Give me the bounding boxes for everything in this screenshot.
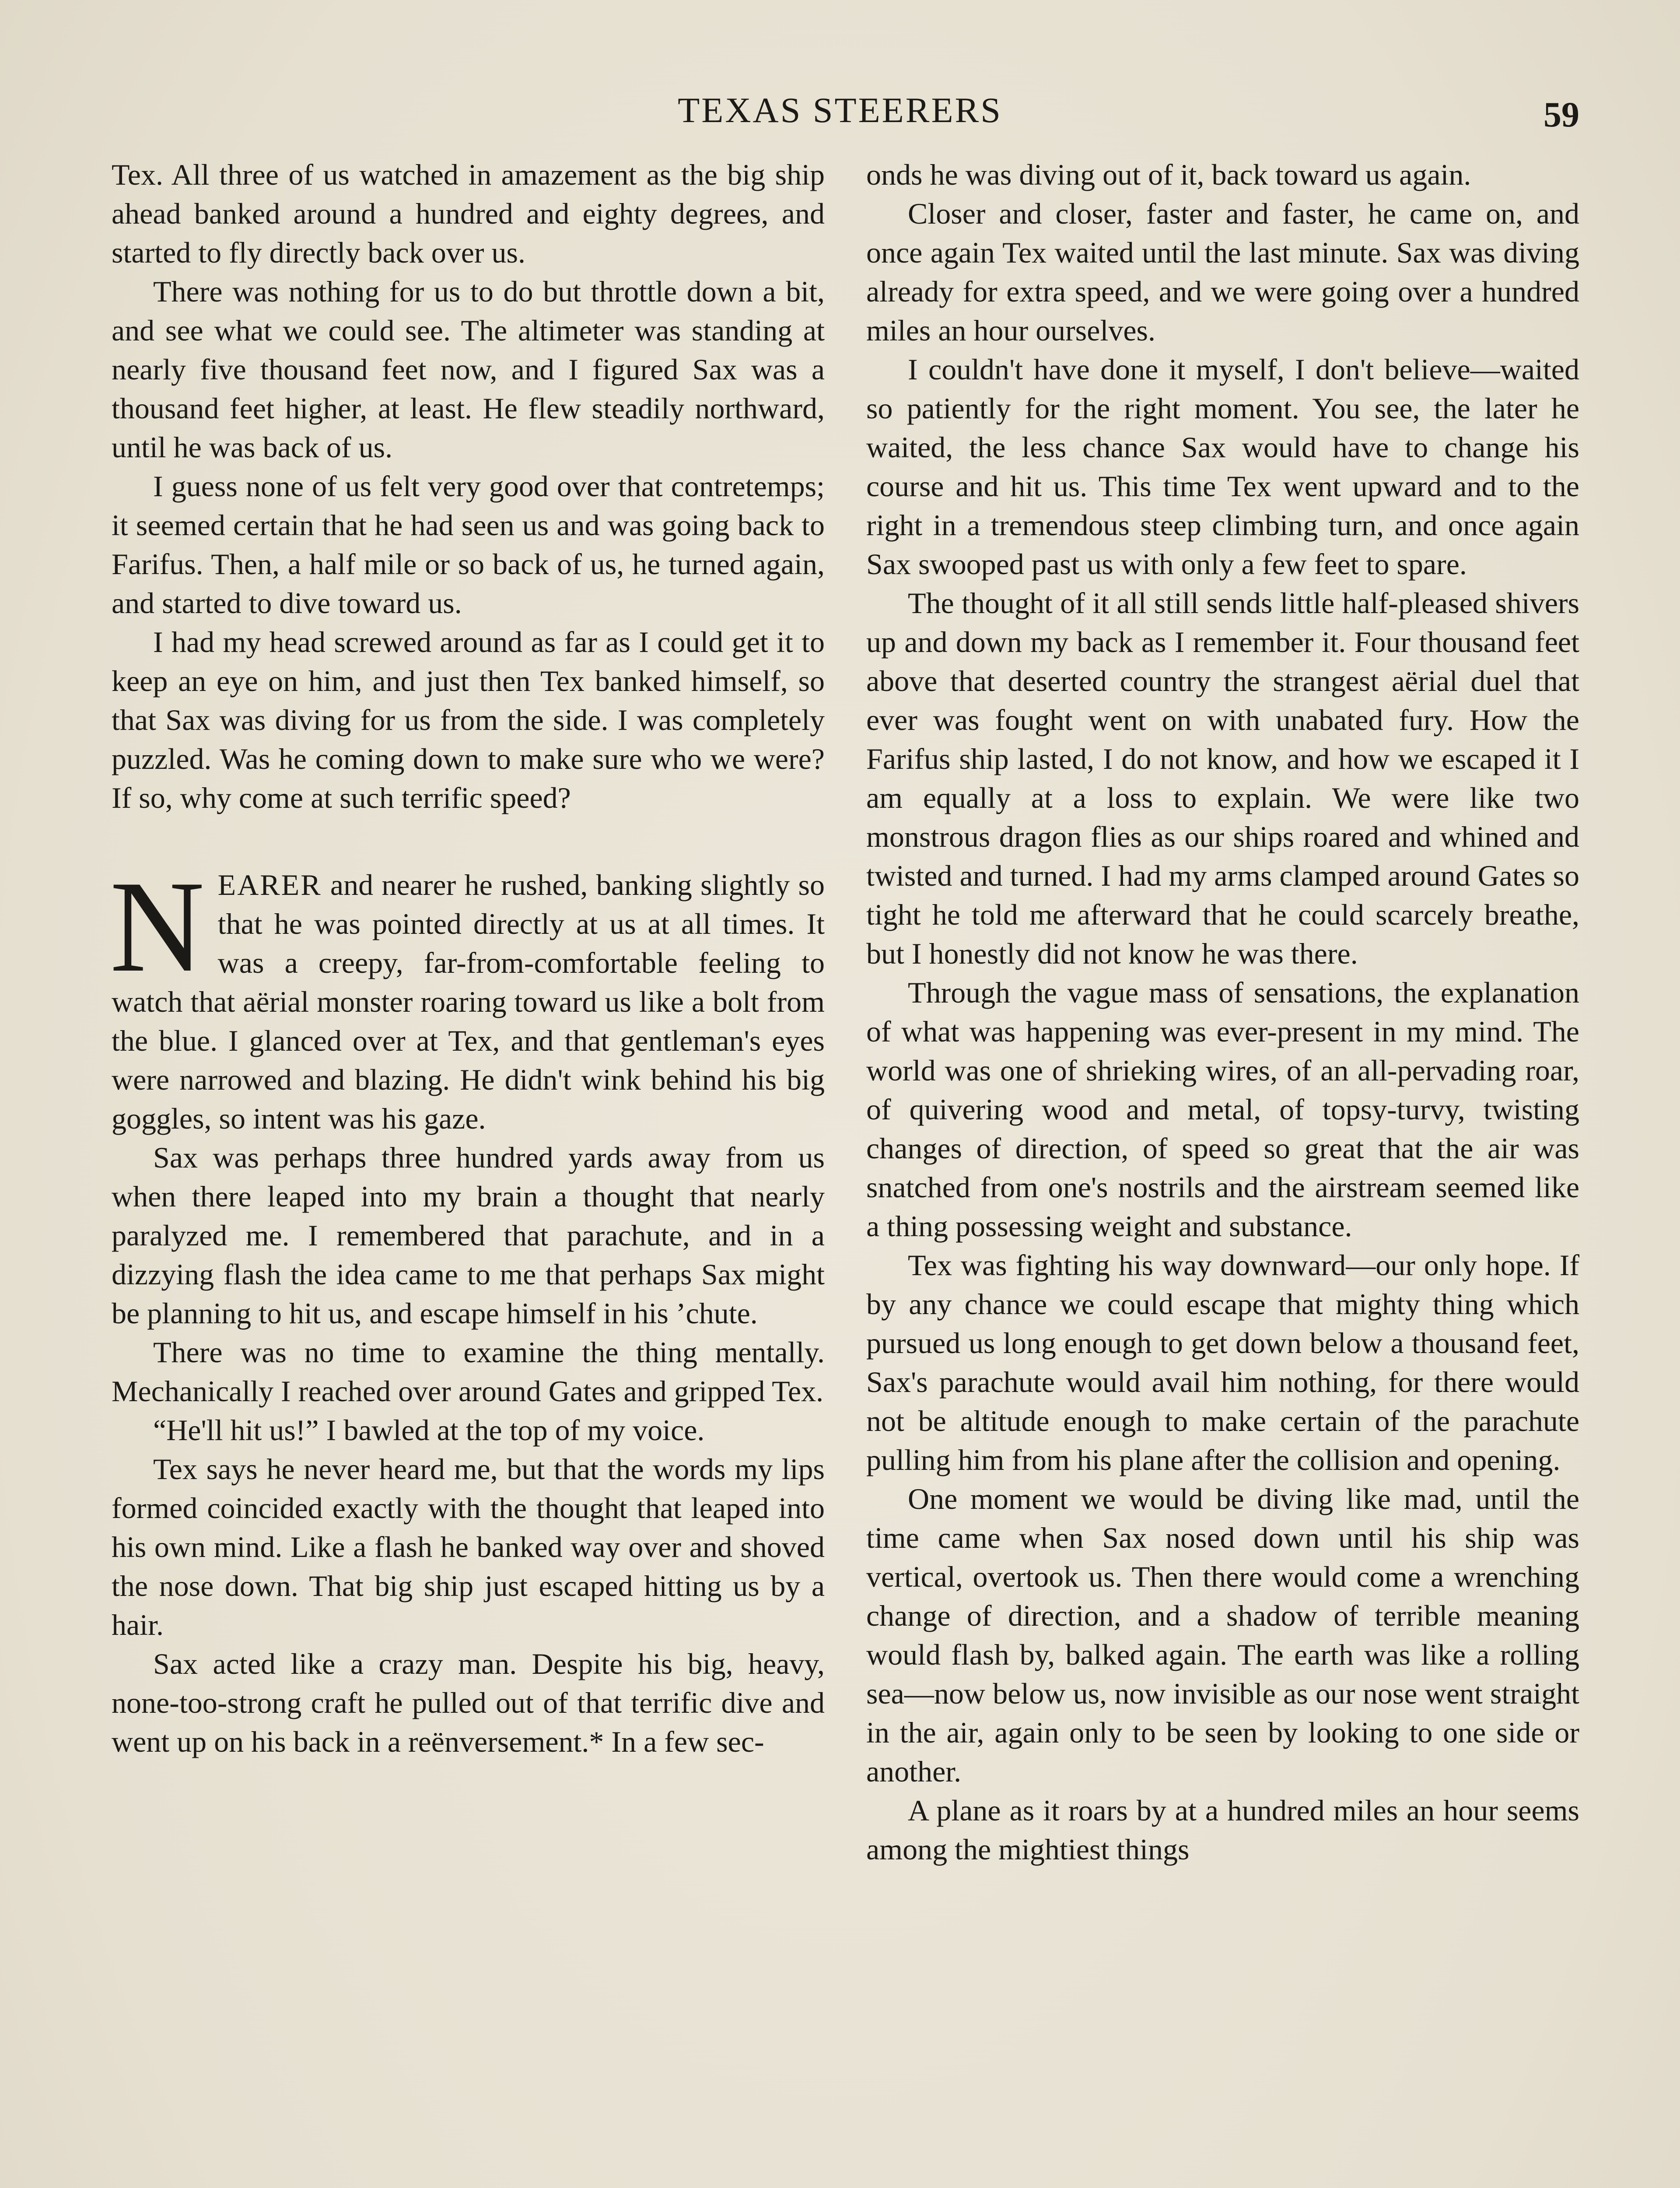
paragraph: Tex was fighting his way downward—our only hope. If by any chance we could escape that mighty thing which pursued us long enough to get down below a thousand feet, Sax's parachute would avail him nothing, for there would not be altitude enough to make certain of the parachute pulling him from his plane after the collision and opening. xyxy=(866,1248,1579,1476)
paragraph: Closer and closer, faster and faster, he came on, and once again Tex waited until the last minute. Sax was diving already for extra speed, and we were going over a hundred miles an hour ourselves. xyxy=(866,197,1579,347)
paragraph: “He'll hit us!” I bawled at the top of my voice. xyxy=(153,1413,705,1447)
paragraph: Tex. All three of us watched in amazement as the big ship ahead banked around a hundred and eighty degrees, and started to fly directly back over us. xyxy=(112,158,825,269)
paragraph: Through the vague mass of sensations, the explanation of what was happening was ever-present in my mind. The world was one of shrieking wires, of an all-pervading roar, of quivering wood and metal, of topsy-turvy, twisting changes of direction, of speed so great that the air was snatched from one's nostrils and the airstream seemed like a thing possessing weight and substance. xyxy=(866,976,1579,1243)
left-column xyxy=(112,155,825,1761)
drop-cap: N xyxy=(110,854,205,999)
paragraph: Sax acted like a crazy man. Despite his big, heavy, none-too-strong craft he pulled out of that terrific dive and went up on his back in a reënversement.* In a few sec- xyxy=(112,1647,825,1758)
paragraph: onds he was diving out of it, back toward us again. xyxy=(866,158,1471,191)
paragraph-text: and nearer he rushed, banking slightly so that he was pointed directly at us at all times. It was a creepy, far-from-comfortable feeling to watch that aërial monster roaring toward us like a bolt from the blue. I glanced over at Tex, and that gentleman's eyes were narrowed and blazing. He didn't wink behind his big goggles, so intent was his gaze. xyxy=(112,868,825,1135)
paragraph: The thought of it all still sends little half-pleased shivers up and down my back as I remember it. Four thousand feet above that deserted country the strangest aërial duel that ever was fought went on with unabated fury. How the Farifus ship lasted, I do not know, and how we escaped it I am equally at a loss to explain. We were like two monstrous dragon flies as our ships roared and whined and twisted and turned. I had my arms clamped around Gates so tight he told me afterward that he could scarcely breathe, but I honestly did not know he was there. xyxy=(866,586,1579,970)
page-number: 59 xyxy=(1544,95,1579,134)
paragraph: I had my head screwed around as far as I could get it to keep an eye on him, and just then Tex banked himself, so that Sax was diving for us from the side. I was completely puzzled. Was he coming down to make sure who we were? If so, why come at such terrific speed? xyxy=(112,625,825,814)
page-header xyxy=(0,90,1680,142)
section-break xyxy=(112,817,825,866)
paragraph: A plane as it roars by at a hundred miles an hour seems among the mightiest things xyxy=(866,1794,1579,1866)
paragraph: Sax was perhaps three hundred yards away from us when there leaped into my brain a thought that nearly paralyzed me. I remembered that parachute, and in a dizzying flash the idea came to me that perhaps Sax might be planning to hit us, and escape himself in his ’chute. xyxy=(112,1141,825,1330)
right-column xyxy=(866,155,1579,1869)
running-title: TEXAS STEERERS xyxy=(678,90,1002,130)
paragraph: There was nothing for us to do but throttle down a bit, and see what we could see. The altimeter was standing at nearly five thousand feet now, and I figured Sax was a thousand feet higher, at least. He flew steadily northward, until he was back of us. xyxy=(112,275,825,464)
paragraph: There was no time to examine the thing mentally. Mechanically I reached over around Gates and gripped Tex. xyxy=(112,1336,825,1408)
paragraph: I guess none of us felt very good over that contretemps; it seemed certain that he had seen us and was going back to Farifus. Then, a half mile or so back of us, he turned again, and started to dive toward us. xyxy=(112,470,825,620)
paragraph: I couldn't have done it myself, I don't believe—waited so patiently for the right moment. You see, the later he waited, the less chance Sax would have to change his course and hit us. This time Tex went upward and to the right in a tremendous steep climbing turn, and once again Sax swooped past us with only a few feet to spare. xyxy=(866,353,1579,581)
paragraph: One moment we would be diving like mad, until the time came when Sax nosed down until his ship was vertical, overtook us. Then there would come a wrenching change of direction, and a shadow of terrible meaning would flash by, balked again. The earth was like a rolling sea—now below us, now invisible as our nose went straight in the air, again only to be seen by looking to one side or another. xyxy=(866,1482,1579,1788)
small-caps-lead: EARER xyxy=(217,868,322,901)
dropcap-paragraph xyxy=(110,854,825,1138)
paragraph: Tex says he never heard me, but that the words my lips formed coincided exactly with the thought that leaped into his own mind. Like a flash he banked way over and shoved the nose down. That big ship just escaped hitting us by a hair. xyxy=(112,1452,825,1641)
